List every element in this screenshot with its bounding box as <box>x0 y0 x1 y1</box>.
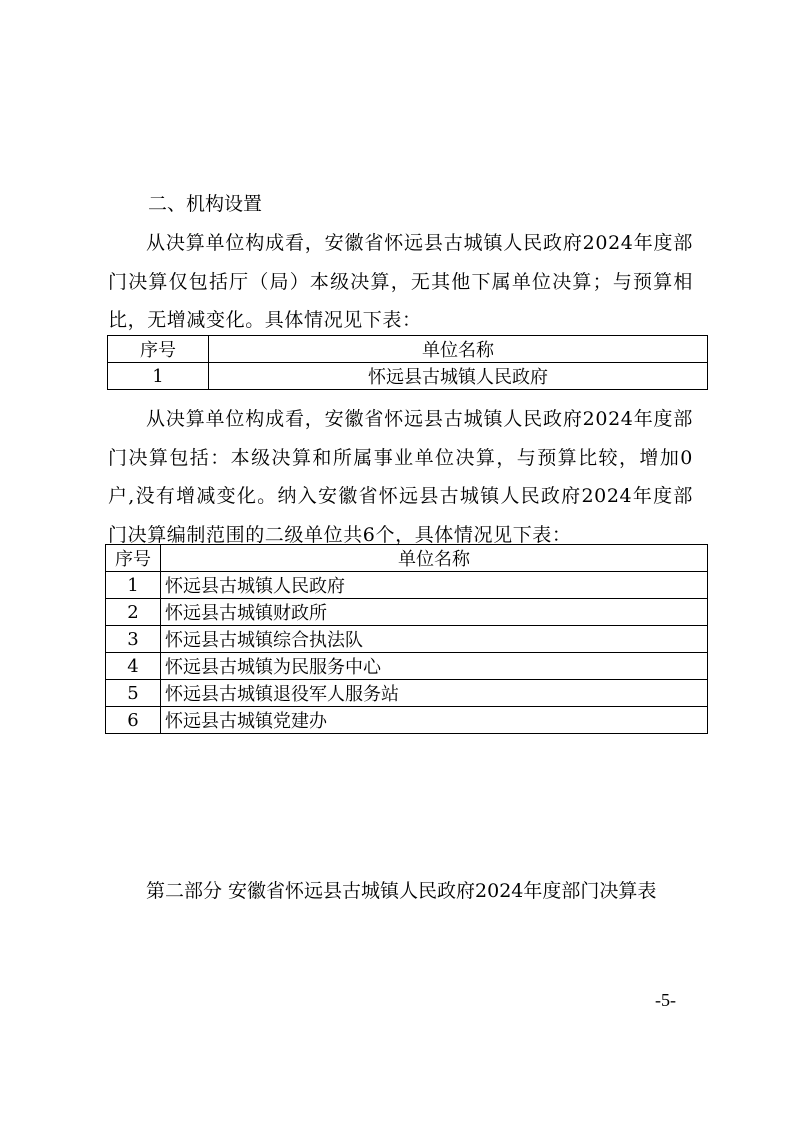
cell-serial: 5 <box>106 680 161 707</box>
table-row <box>108 363 708 390</box>
table-row <box>106 626 708 653</box>
cell-unit-name: 怀远县古城镇财政所 <box>161 599 708 626</box>
header-serial: 序号 <box>106 545 161 572</box>
page-number: -5- <box>655 990 676 1010</box>
table-row <box>106 680 708 707</box>
unit-table-1 <box>107 335 708 390</box>
table-row <box>106 599 708 626</box>
table-row <box>106 653 708 680</box>
cell-unit-name: 怀远县古城镇综合执法队 <box>161 626 708 653</box>
cell-serial: 3 <box>106 626 161 653</box>
part-title: 第二部分 安徽省怀远县古城镇人民政府2024年度部门决算表 <box>146 880 657 902</box>
table-row <box>106 572 708 599</box>
cell-unit-name: 怀远县古城镇退役军人服务站 <box>161 680 708 707</box>
header-unit-name: 单位名称 <box>161 545 708 572</box>
cell-serial: 1 <box>108 363 209 390</box>
cell-unit-name: 怀远县古城镇为民服务中心 <box>161 653 708 680</box>
header-serial: 序号 <box>108 336 209 363</box>
table-header-row <box>108 336 708 363</box>
paragraph-1: 从决算单位构成看，安徽省怀远县古城镇人民政府2024年度部门决算仅包括厅（局）本级决算，无其他下属单位决算；与预算相比，无增减变化。具体情况见下表： <box>108 232 693 331</box>
cell-serial: 6 <box>106 707 161 734</box>
header-unit-name: 单位名称 <box>209 336 708 363</box>
paragraph-2: 从决算单位构成看，安徽省怀远县古城镇人民政府2024年度部门决算包括：本级决算和所属事业单位决算，与预算比较，增加0户,没有增减变化。纳入安徽省怀远县古城镇人民政府2024年度部门决算编制范围的二级单位共6个，具体情况见下表： <box>108 408 693 546</box>
cell-serial: 1 <box>106 572 161 599</box>
table-row <box>106 707 708 734</box>
cell-serial: 2 <box>106 599 161 626</box>
cell-unit-name: 怀远县古城镇人民政府 <box>209 363 708 390</box>
cell-serial: 4 <box>106 653 161 680</box>
unit-table-2 <box>105 544 708 734</box>
section-heading: 二、机构设置 <box>148 193 263 215</box>
table-header-row <box>106 545 708 572</box>
cell-unit-name: 怀远县古城镇人民政府 <box>161 572 708 599</box>
cell-unit-name: 怀远县古城镇党建办 <box>161 707 708 734</box>
